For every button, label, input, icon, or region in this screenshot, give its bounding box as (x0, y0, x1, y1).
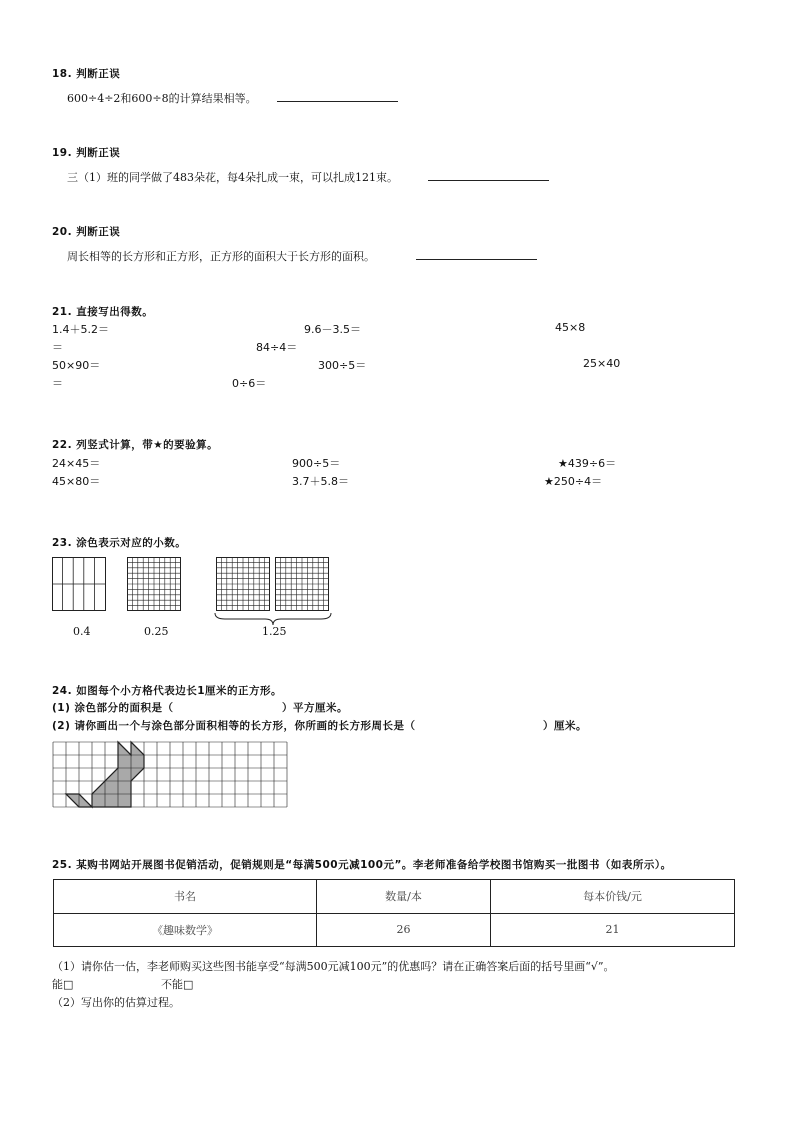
table-header-cell: 每本价钱/元 (491, 880, 735, 914)
q22-item: 24×45＝ (52, 457, 101, 470)
q23-title: 23. 涂色表示对应的小数。 (52, 537, 187, 549)
hundredths-grid[interactable] (127, 557, 181, 611)
q18-answer-blank[interactable] (277, 101, 398, 102)
q21-item: 0÷6＝ (232, 377, 267, 390)
table-header-row (54, 880, 735, 914)
q22-item: ★250÷4＝ (544, 475, 603, 488)
decimal-label: 0.4 (73, 625, 91, 638)
table-cell: 《趣味数学》 (54, 913, 317, 947)
q22-item: 900÷5＝ (292, 457, 341, 470)
table-row (54, 913, 735, 947)
q18-title: 18. 判断正误 (52, 68, 121, 80)
q21-item: 9.6－3.5＝ (304, 323, 361, 336)
q19-answer-blank[interactable] (428, 180, 549, 181)
q20-answer-blank[interactable] (416, 259, 537, 260)
table-header-cell: 数量/本 (317, 880, 491, 914)
q22-item: 45×80＝ (52, 475, 101, 488)
q24-part2-suffix: ）厘米。 (543, 720, 587, 732)
q21-item: 300÷5＝ (318, 359, 367, 372)
tenths-strip-grid[interactable] (52, 557, 106, 611)
q21-item: 45×8 (555, 321, 586, 334)
hundredths-grid-left[interactable] (216, 557, 270, 611)
table-cell: 26 (317, 913, 491, 947)
q19-statement: 三（1）班的同学做了483朵花，每4朵扎成一束，可以扎成121束。 (67, 171, 398, 184)
q21-item: ＝ (52, 377, 63, 390)
q22-title: 22. 列竖式计算，带★的要验算。 (52, 439, 219, 451)
q21-title: 21. 直接写出得数。 (52, 306, 154, 318)
q24-title: 24. 如图每个小方格代表边长1厘米的正方形。 (52, 685, 283, 697)
q18-statement: 600÷4÷2和600÷8的计算结果相等。 (67, 92, 257, 105)
square-grid-with-cat-shape[interactable] (53, 742, 289, 808)
option-no[interactable]: 不能□ (161, 978, 194, 991)
q21-item: 84÷4＝ (256, 341, 298, 354)
q22-item: ★439÷6＝ (558, 457, 617, 470)
q25-title: 25. 某购书网站开展图书促销活动，促销规则是“每满500元减100元”。李老师准备给学校图书馆购买一批图书（如表所示）。 (52, 859, 672, 871)
q21-item: ＝ (52, 341, 63, 354)
q25-part1: （1）请你估一估，李老师购买这些图书能享受“每满500元减100元”的优惠吗？请在正确答案后面的括号里画“√”。 (52, 960, 615, 973)
q22-item: 3.7＋5.8＝ (292, 475, 349, 488)
decimal-label: 1.25 (262, 625, 287, 638)
q24-part1-prefix: (1) 涂色部分的面积是（ (52, 702, 174, 714)
q24-part2-prefix: (2) 请你画出一个与涂色部分面积相等的长方形，你所画的长方形周长是（ (52, 720, 416, 732)
q19-title: 19. 判断正误 (52, 147, 121, 159)
book-order-table (53, 879, 735, 947)
option-yes[interactable]: 能□ (52, 978, 74, 991)
q21-item: 1.4＋5.2＝ (52, 323, 109, 336)
hundredths-grid-right[interactable] (275, 557, 329, 611)
table-cell: 21 (491, 913, 735, 947)
decimal-label: 0.25 (144, 625, 169, 638)
q21-item: 25×40 (583, 357, 621, 370)
curly-brace-icon (213, 612, 333, 626)
q21-item: 50×90＝ (52, 359, 101, 372)
q20-statement: 周长相等的长方形和正方形，正方形的面积大于长方形的面积。 (67, 250, 375, 263)
table-header-cell: 书名 (54, 880, 317, 914)
q24-part1-suffix: ）平方厘米。 (282, 702, 348, 714)
q25-part2: （2）写出你的估算过程。 (52, 996, 180, 1009)
q20-title: 20. 判断正误 (52, 226, 121, 238)
